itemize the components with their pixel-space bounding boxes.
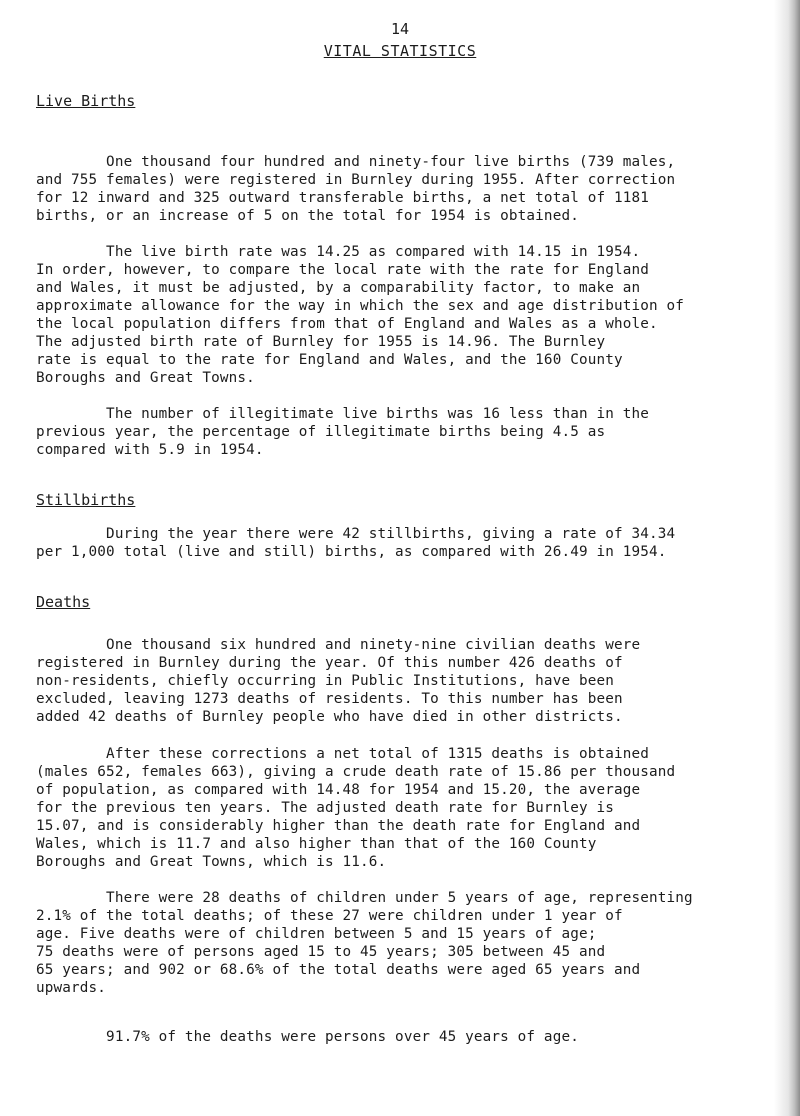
- text-line: for the previous ten years. The adjusted death rate for Burnley is: [36, 800, 614, 816]
- section-heading-live-births: Live Births: [36, 92, 136, 110]
- text-line: registered in Burnley during the year. Of this number 426 deaths of: [36, 655, 623, 671]
- text-line: per 1,000 total (live and still) births, as compared with 26.49 in 1954.: [36, 544, 667, 560]
- text-line: the local population differs from that of England and Wales as a whole.: [36, 316, 658, 332]
- text-line: births, or an increase of 5 on the total for 1954 is obtained.: [36, 208, 579, 224]
- paragraph-live-births-2: [36, 243, 781, 387]
- paragraph-stillbirths-1: [36, 525, 781, 561]
- paragraph-deaths-2: [36, 745, 781, 871]
- text-line: (males 652, females 663), giving a crude death rate of 15.86 per thousand: [36, 764, 676, 780]
- text-line: The adjusted birth rate of Burnley for 1955 is 14.96. The Burnley: [36, 334, 606, 350]
- text-line: 2.1% of the total deaths; of these 27 were children under 1 year of: [36, 908, 623, 924]
- text-line: excluded, leaving 1273 deaths of residents. To this number has been: [36, 691, 623, 707]
- paragraph-deaths-1: [36, 636, 781, 726]
- text-line: One thousand six hundred and ninety-nine civilian deaths were: [36, 637, 641, 653]
- text-line: non-residents, chiefly occurring in Public Institutions, have been: [36, 673, 614, 689]
- paragraph-deaths-4: [36, 1028, 781, 1046]
- text-line: approximate allowance for the way in which the sex and age distribution of: [36, 298, 685, 314]
- text-line: upwards.: [36, 980, 107, 996]
- text-line: In order, however, to compare the local rate with the rate for England: [36, 262, 650, 278]
- paragraph-deaths-3: [36, 889, 781, 997]
- text-line: 65 years; and 902 or 68.6% of the total deaths were aged 65 years and: [36, 962, 641, 978]
- text-line: of population, as compared with 14.48 for 1954 and 15.20, the average: [36, 782, 641, 798]
- text-line: 75 deaths were of persons aged 15 to 45 years; 305 between 45 and: [36, 944, 606, 960]
- text-line: Boroughs and Great Towns.: [36, 370, 255, 386]
- text-line: for 12 inward and 325 outward transferable births, a net total of 1181: [36, 190, 650, 206]
- text-line: 91.7% of the deaths were persons over 45 years of age.: [36, 1029, 579, 1045]
- page-number: 14: [390, 20, 410, 38]
- text-line: The number of illegitimate live births was 16 less than in the: [36, 406, 650, 422]
- text-line: added 42 deaths of Burnley people who have died in other districts.: [36, 709, 623, 725]
- text-line: Boroughs and Great Towns, which is 11.6.: [36, 854, 387, 870]
- paragraph-live-births-1: [36, 153, 781, 225]
- text-line: compared with 5.9 in 1954.: [36, 442, 264, 458]
- page-title: [0, 42, 800, 60]
- text-line: 15.07, and is considerably higher than the death rate for England and: [36, 818, 641, 834]
- text-line: previous year, the percentage of illegitimate births being 4.5 as: [36, 424, 606, 440]
- text-line: After these corrections a net total of 1315 deaths is obtained: [36, 746, 650, 762]
- text-line: and 755 females) were registered in Burnley during 1955. After correction: [36, 172, 676, 188]
- text-line: and Wales, it must be adjusted, by a comparability factor, to make an: [36, 280, 641, 296]
- text-line: age. Five deaths were of children between 5 and 15 years of age;: [36, 926, 597, 942]
- text-line: During the year there were 42 stillbirths, giving a rate of 34.34: [36, 526, 676, 542]
- page-title-text: VITAL STATISTICS: [323, 42, 477, 60]
- text-line: The live birth rate was 14.25 as compared with 14.15 in 1954.: [36, 244, 641, 260]
- section-heading-stillbirths: Stillbirths: [36, 491, 136, 509]
- paragraph-live-births-3: [36, 405, 781, 459]
- text-line: rate is equal to the rate for England and Wales, and the 160 County: [36, 352, 623, 368]
- section-heading-deaths: Deaths: [36, 593, 91, 611]
- text-line: Wales, which is 11.7 and also higher than that of the 160 County: [36, 836, 597, 852]
- text-line: One thousand four hundred and ninety-four live births (739 males,: [36, 154, 676, 170]
- text-line: There were 28 deaths of children under 5 years of age, representing: [36, 890, 693, 906]
